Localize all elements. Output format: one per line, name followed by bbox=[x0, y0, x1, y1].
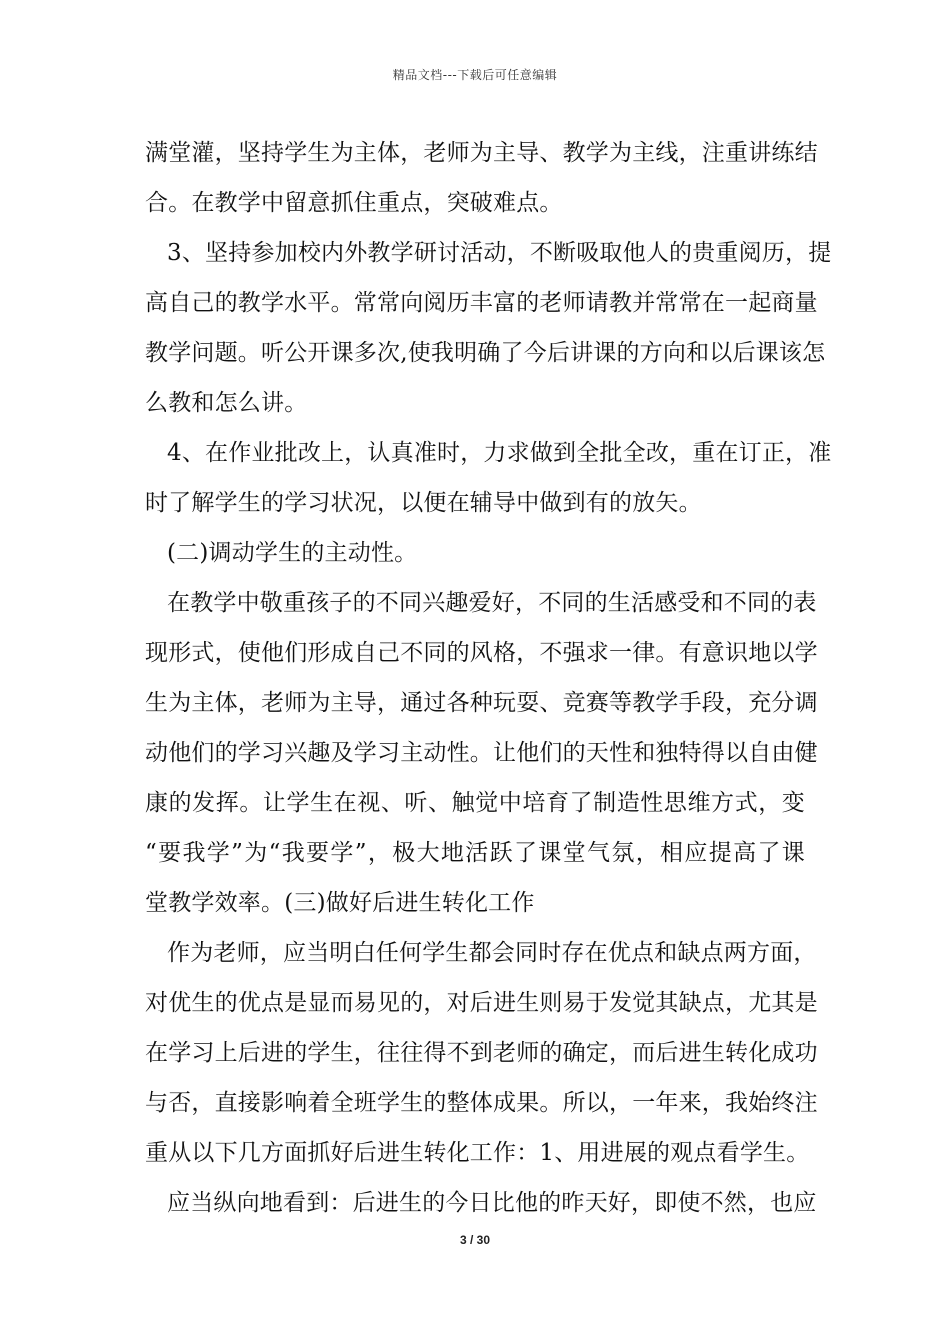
section-heading: (二)调动学生的主动性。 bbox=[167, 540, 418, 566]
text-line: 与否，直接影响着全班学生的整体成果。所以，一年来，我始终注 bbox=[145, 1090, 818, 1116]
text-line: 满堂灌，坚持学生为主体，老师为主导、教学为主线，注重讲练结 bbox=[145, 140, 818, 166]
text-line: 生为主体，老师为主导，通过各种玩耍、竞赛等教学手段，充分调 bbox=[145, 690, 818, 716]
text-line: 时了解学生的学习状况，以便在辅导中做到有的放矢。 bbox=[145, 490, 702, 516]
text-line: 合。在教学中留意抓住重点，突破难点。 bbox=[145, 190, 563, 216]
text-line: 对优生的优点是显而易见的，对后进生则易于发觉其缺点，尤其是 bbox=[145, 990, 818, 1016]
text-line: 高自己的教学水平。常常向阅历丰富的老师请教并常常在一起商量 bbox=[145, 290, 818, 316]
text-line: “要我学”为“我要学”，极大地活跃了课堂气氛，相应提高了课 bbox=[145, 840, 805, 866]
text-line: 在学习上后进的学生，往往得不到老师的确定，而后进生转化成功 bbox=[145, 1040, 818, 1066]
text-line: 在教学中敬重孩子的不同兴趣爱好，不同的生活感受和不同的表 bbox=[167, 590, 817, 616]
page-number: 3 / 30 bbox=[459, 1233, 491, 1247]
text-line: 动他们的学习兴趣及学习主动性。让他们的天性和独特得以自由健 bbox=[145, 740, 818, 766]
text-line: 现形式，使他们形成自己不同的风格，不强求一律。有意识地以学 bbox=[145, 640, 818, 666]
document-body bbox=[145, 128, 832, 1228]
text-line: 重从以下几方面抓好后进生转化工作：1、用进展的观点看学生。 bbox=[145, 1140, 810, 1166]
text-line: 4、在作业批改上，认真准时，力求做到全批全改，重在订正，准 bbox=[167, 440, 832, 466]
text-line: 应当纵向地看到：后进生的今日比他的昨天好，即使不然，也应 bbox=[167, 1190, 817, 1216]
text-line: 3、坚持参加校内外教学研讨活动，不断吸取他人的贵重阅历，提 bbox=[167, 240, 832, 266]
page-header: 精品文档---下载后可任意编辑 bbox=[392, 68, 558, 82]
text-line: 么教和怎么讲。 bbox=[145, 390, 308, 416]
text-line: 教学问题。听公开课多次,使我明确了今后讲课的方向和以后课该怎 bbox=[145, 340, 826, 366]
text-line: 作为老师，应当明白任何学生都会同时存在优点和缺点两方面， bbox=[167, 940, 817, 966]
text-line: 康的发挥。让学生在视、听、触觉中培育了制造性思维方式，变 bbox=[145, 790, 805, 816]
text-line: 堂教学效率。(三)做好后进生转化工作 bbox=[145, 890, 535, 916]
